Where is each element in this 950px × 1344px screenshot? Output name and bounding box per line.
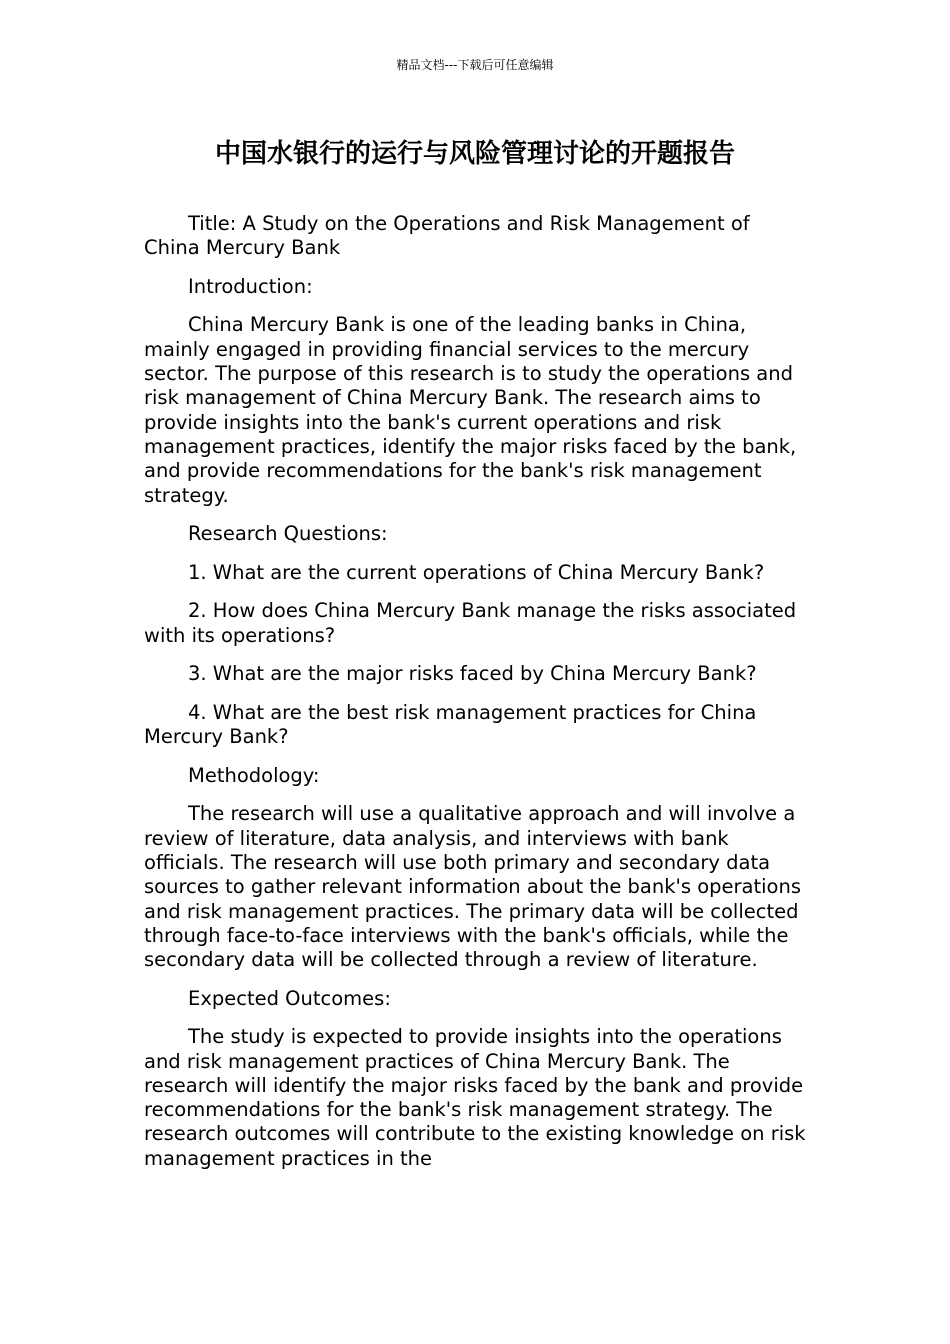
paragraph-title-line: Title: A Study on the Operations and Risk Management of China Mercury Bank <box>144 212 750 260</box>
research-question-2: 2. How does China Mercury Bank manage the risks associated with its operations? <box>144 599 797 647</box>
research-question-1: 1. What are the current operations of China Mercury Bank? <box>188 560 765 584</box>
paragraph-introduction: China Mercury Bank is one of the leading banks in China, mainly engaged in providing financial services to the mercury sector. The purpose of this research is to study the operations and risk management of China Mercury Bank. The research aims to provide insights into the bank's current operations and risk management practices, identify the major risks faced by the bank, and provide recommendations for the bank's risk management strategy. <box>144 313 797 507</box>
document-body <box>144 212 809 1185</box>
paragraph-expected-outcomes: The study is expected to provide insights into the operations and risk management practices of China Mercury Bank. The research will identify the major risks faced by the bank and provide recommendations for the bank's risk management strategy. The research outcomes will contribute to the existing knowledge on risk management practices in the <box>144 1025 806 1170</box>
research-question-4: 4. What are the best risk management practices for China Mercury Bank? <box>144 700 757 749</box>
document-title: 中国水银行的运行与风险管理讨论的开题报告 <box>214 139 735 169</box>
research-question-3: 3. What are the major risks faced by China Mercury Bank? <box>188 662 757 686</box>
heading-expected-outcomes: Expected Outcomes: <box>188 986 391 1010</box>
heading-research-questions: Research Questions: <box>188 522 388 546</box>
paragraph-methodology: The research will use a qualitative approach and will involve a review of literature, data analysis, and interviews with bank officials. The research will use both primary and secondary data sources to gather relevant information about the bank's operations and risk management practices. The primary data will be collected through face-to-face interviews with the bank's officials, while the secondary data will be collected through a review of literature. <box>144 802 802 972</box>
header-note: 精品文档---下载后可任意编辑 <box>396 58 554 72</box>
heading-methodology: Methodology: <box>188 763 320 787</box>
heading-introduction: Introduction: <box>188 274 313 298</box>
